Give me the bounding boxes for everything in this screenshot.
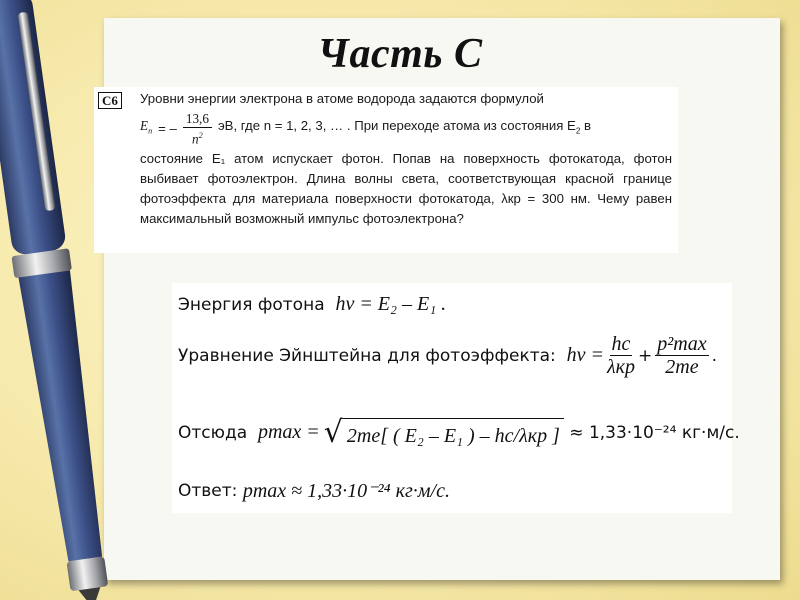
pen-illustration [0,0,140,600]
problem-card [94,87,678,253]
answer-line: Ответ: pmax ≈ 1,33·10⁻²⁴ кг·м/с. [178,480,450,502]
root-content: 2me[ ( E₂ – E₁ ) – hc/λкр ] [343,418,564,448]
pen-tip-sleeve [66,556,108,591]
formula-lhs: $E_n$ [140,118,153,136]
pen-barrel [18,270,110,562]
einstein-fraction-1: $\frac{hc}{\text{λкр}}$ [606,333,636,378]
problem-tag: С6 [98,92,122,109]
slide-title: Часть С [317,31,483,77]
formula-fraction: $\frac{13,6}{n^2}$ [183,111,212,147]
einstein-fraction-2: $\frac{\text{p²max}}{2me}$ [657,333,707,378]
solution-card [172,283,740,513]
sqrt-icon: √ [323,415,343,450]
problem-line-3: состояние E₁ атом испускает фотон. Попав на поверхность фотокатода, фотон выбивает фотоэлектрон. Длина волны света, соответствующая красной границе фотоэффекта для материала поверхности фотокатода, λкр = 300 нм. Чему равен максимальный возможный импульс фотоэлектрона? [140,151,672,226]
formula-rest: эВ, где n = 1, 2, 3, … . При переходе атома из состояния $E_2$ в [217,118,592,136]
problem-formula-line [140,109,672,149]
energy-line: Энергия фотона hν = E₂ – E₁ . [178,293,447,315]
pen-cap [0,0,67,256]
hence-line: Отсюда pmax = √ 2me[ ( E₂ – E₁ ) – hc/λкр ] ≈ 1,33·10⁻²⁴ кг·м/с. [178,415,740,450]
problem-text [140,89,672,229]
formula-eq: = – [158,121,177,136]
problem-line-1: Уровни энергии электрона в атоме водорода задаются формулой [140,91,544,106]
einstein-line: Уравнение Эйнштейна для фотоэффекта: hν = $\frac{hc}{\text{λкр}}$ + $\frac{\text{p²max}}{2me}$ . [178,333,717,378]
